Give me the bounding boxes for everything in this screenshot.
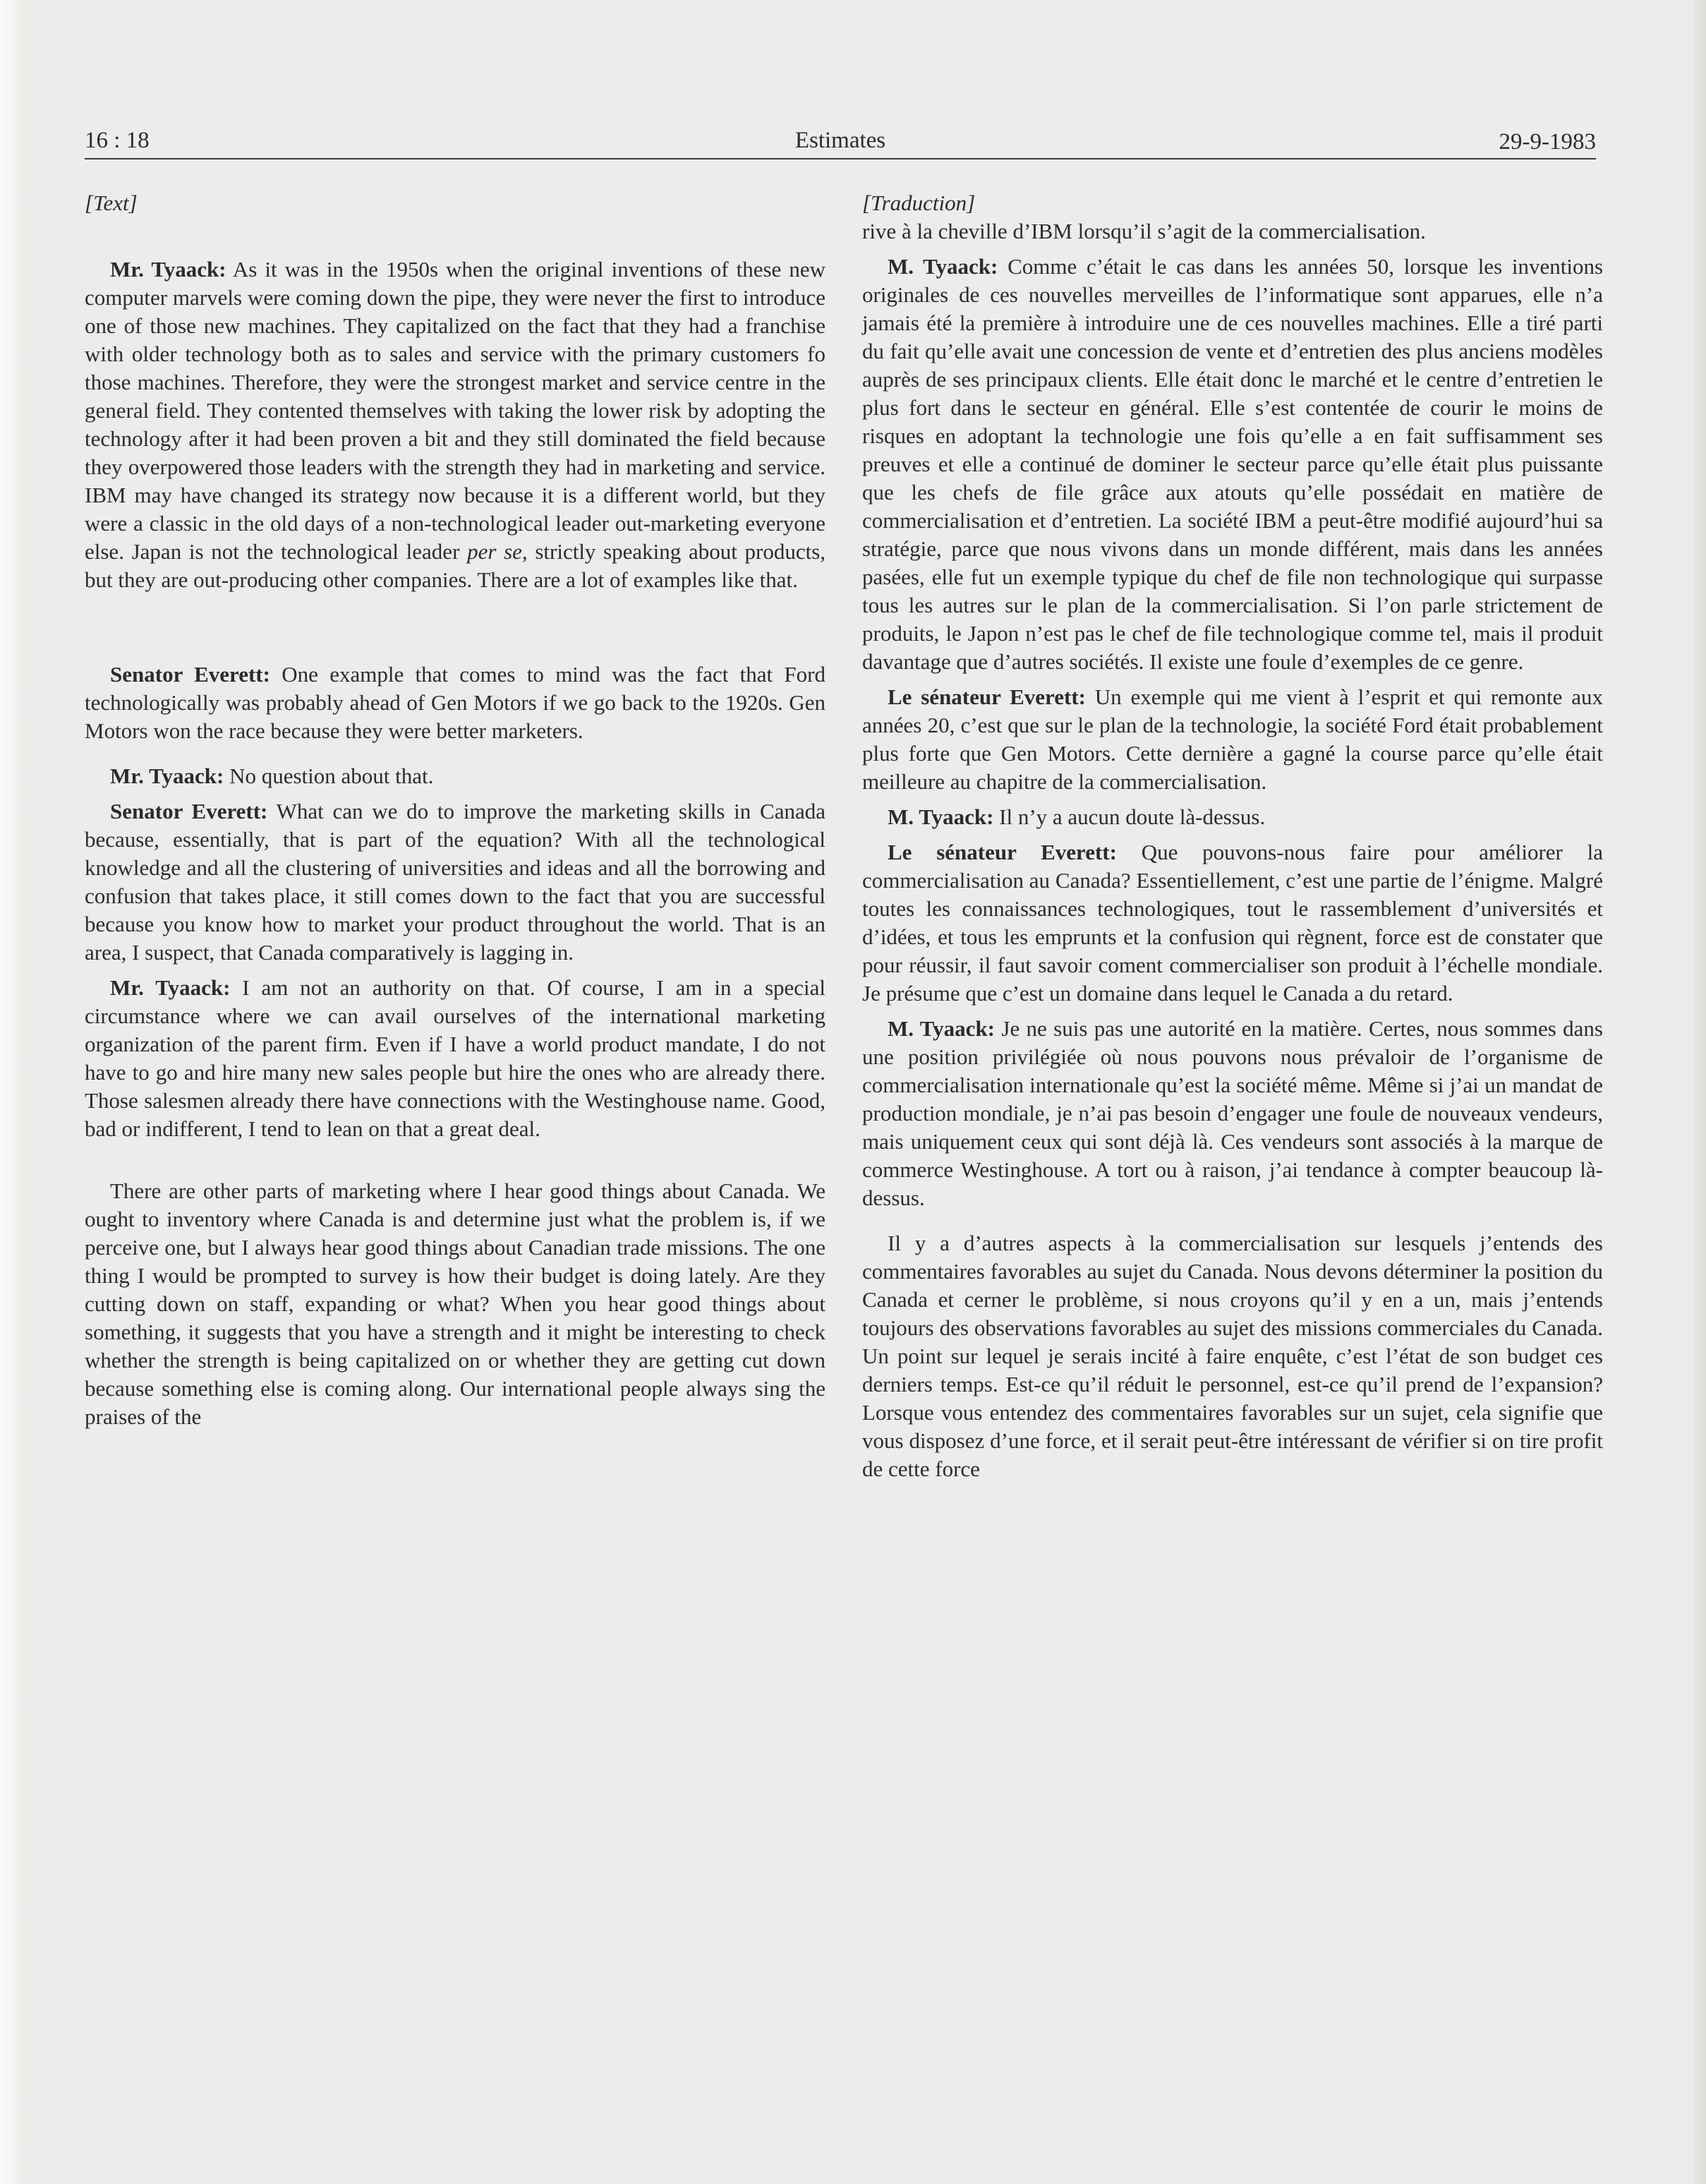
paragraph-text: Je ne suis pas une autorité en la matière. Certes, nous sommes dans une position privilégiée où nous pouvons nous prévaloir de l’organisme de commercialisation internationale qu’est la société même. Même si j’ai un mandat de production mondiale, je n’ai pas besoin d’engager une foule de nouveaux vendeurs, mais uniquement ceux qui sont déjà là. Ces vendeurs sont associés à la marque de commerce Westinghouse. A tort ou à raison, j’ai tendance à compter beaucoup là-dessus. <box>862 1016 1603 1210</box>
column-label: [Text] <box>85 191 138 215</box>
paragraph-text: rive à la cheville d’IBM lorsqu’il s’agit de la commercialisation. <box>862 219 1426 243</box>
speaker-name: Senator Everett: <box>110 662 270 687</box>
paragraph <box>85 762 825 790</box>
paragraph-text: No question about that. <box>229 764 434 788</box>
paragraph-text: Il y a d’autres aspects à la commercialisation sur lesquels j’entends des commentaires favorables au sujet du Canada. Nous devons déterminer la position du Canada et cerner le problème, si nous croyons qu’il y en a un, mais j’entends toujours des observations favorables au sujet des missions commerciales du Canada. Un point sur lequel je serais incité à faire enquête, c’est l’état de son budget ces derniers temps. Est-ce qu’il réduit le personnel, est-ce qu’il prend de l’expansion? Lorsque vous entendez des commentaires favorables sur un sujet, cela signifie que vous disposez d’une force, et il serait peut-être intéressant de vérifier si on tire profit de cette force <box>862 1231 1603 1481</box>
paragraph <box>862 838 1603 1008</box>
running-header <box>85 119 1596 158</box>
speaker-name: Mr. Tyaack: <box>110 257 226 282</box>
speaker-name: Mr. Tyaack: <box>110 764 224 788</box>
paragraph-text: I am not an authority on that. Of course, I am in a special circumstance where we can avail ourselves of the international marketing organization of the parent firm. Even if I have a world product mandate, I do not have to go and hire many new sales people but hire the ones who are already there. Those salesmen already there have connections with the Westinghouse name. Good, bad or indifferent, I tend to lean on that a great deal. <box>85 975 826 1141</box>
paragraph-text: There are other parts of marketing where I hear good things about Canada. We ought to inventory where Canada is and determine just what the problem is, if we perceive one, but I always hear good things about Canadian trade missions. The one thing I would be prompted to survey is how their budget is doing lately. Are they cutting down on staff, expanding or what? When you hear good things about something, it suggests that you have a strength and it might be interesting to check whether the strength is being capitalized on or whether they are getting cut down because something else is coming along. Our international people always sing the praises of the <box>85 1178 825 1429</box>
french-column <box>862 189 1603 1490</box>
paragraph <box>85 974 825 1143</box>
page-number: 16 : 18 <box>85 128 150 153</box>
paragraph <box>85 797 825 967</box>
paragraph-text: Que pouvons-nous faire pour améliorer la commercialisation au Canada? Essentiellement, c’est une partie de l’énigme. Malgré toutes les connaissances technologiques, tout le rassemblement d’universités et d’idées, et tous les emprunts et la confusion qui règnent, force est de constater que pour réussir, il faut savoir coment commercialiser son produit à l’échelle mondiale. Je présume que c’est un domaine dans lequel le Canada a du retard. <box>862 840 1603 1006</box>
page-binding-edge <box>0 0 24 2184</box>
publication-title: Estimates <box>794 128 886 153</box>
paragraph-text: Comme c’était le cas dans les années 50, lorsque les inventions originales de ces nouvelles merveilles de l’informatique sont apparues, elle n’a jamais été la première à introduire une de ces nouvelles machines. Elle a tiré parti du fait qu’elle avait une concession de vente et d’entretien des plus anciens modèles auprès de ses principaux clients. Elle était donc le marché et le centre d’entretien le plus fort dans le secteur en général. Elle s’est contentée de courir le moins de risques en adoptant la technologie une fois qu’elle a en fait suffisamment ses preuves et elle a continué de dominer le secteur parce qu’elle était plus puissante que les chefs de file grâce aux atouts qu’elle possédait en matière de commercialisation et d’entretien. La société IBM a peut-être modifié aujourd’hui sa stratégie, parce que nous vivons dans un monde différent, mais dans les années pasées, elle fut un exemple typique du chef de file non technologique qui surpasse tous les autres sur le plan de la commercialisation. Si l’on parle strictement de produits, le Japon n’est pas le chef de file technologique comme tel, mais il produit davantage que d’autres sociétés. Il existe une foule d’exemples de ce genre. <box>862 254 1604 674</box>
paragraph-text: Il n’y a aucun doute là-dessus. <box>999 804 1266 829</box>
paragraph-text: One example that comes to mind was the fact that Ford technologically was probably ahead of Gen Motors if we go back to the 1920s. Gen Motors won the race because they were better marketers. <box>85 662 825 743</box>
paragraph <box>862 253 1603 676</box>
speaker-name: Senator Everett: <box>110 799 268 823</box>
english-column <box>85 189 825 1438</box>
paragraph <box>85 1177 825 1431</box>
paragraph <box>862 803 1603 831</box>
paragraph <box>85 660 825 745</box>
column-label: [Traduction] <box>862 191 976 215</box>
paragraph-text: Un exemple qui me vient à l’esprit et qui remonte aux années 20, c’est que sur le plan de la technologie, la société Ford était probablement plus forte que Gen Motors. Cette dernière a gagné la course parce qu’elle était meilleure au chapitre de la commercialisation. <box>862 684 1603 794</box>
paragraph-text: As it was in the 1950s when the original inventions of these new computer marvels were coming down the pipe, they were never the first to introduce one of those new machines. They capitalized on the fact that they had a franchise with older technology both as to sales and service with the primary customers fo those machines. Therefore, they were the strongest market and service centre in the general field. They contented themselves with taking the lower risk by adopting the technology after it had been proven a bit and they still dominated the field because they overpowered those leaders with the strength they had in marketing and service. IBM may have changed its strategy now because it is a different world, but they were a classic in the old days of a non-technological leader out-marketing everyone else. Japan is not the technological leader <box>85 257 825 564</box>
speaker-name: Le sénateur Everett: <box>888 684 1086 709</box>
speaker-name: M. Tyaack: <box>888 804 994 829</box>
header-date: 29-9-1983 <box>1499 129 1596 155</box>
paragraph <box>862 217 1603 246</box>
speaker-name: Mr. Tyaack: <box>110 975 231 1000</box>
paragraph <box>862 1229 1603 1483</box>
paragraph <box>862 683 1603 796</box>
paragraph-text: What can we do to improve the marketing skills in Canada because, essentially, that is part of the equation? With all the technological knowledge and all the clustering of universities and ideas and all the borrowing and confusion that takes place, it still comes down to the fact that you are successful because you know how to market your product throughout the world. That is an area, I suspect, that Canada comparatively is lagging in. <box>85 799 825 965</box>
speaker-name: Le sénateur Everett: <box>888 840 1117 864</box>
speaker-name: M. Tyaack: <box>888 1016 996 1041</box>
header-rule <box>85 158 1596 159</box>
paragraph <box>862 1015 1603 1212</box>
paragraph <box>85 255 825 594</box>
paragraph-text: strictly speaking about products, but they are out-producing other companies. There are a lot of examples like that. <box>85 539 826 592</box>
page-right-edge <box>1693 0 1706 2184</box>
paragraph-italic: per se, <box>467 539 528 564</box>
speaker-name: M. Tyaack: <box>888 254 998 279</box>
